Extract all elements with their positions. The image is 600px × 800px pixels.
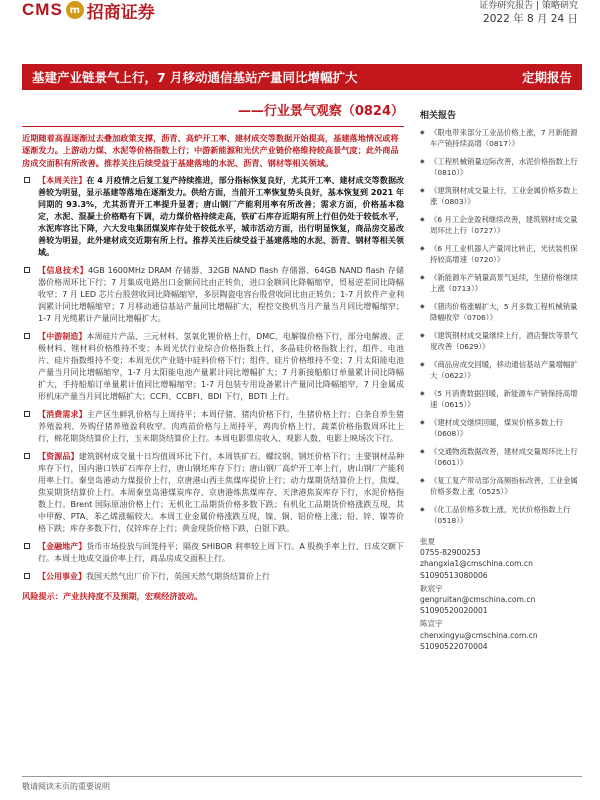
report-tag: 定期报告 <box>521 70 572 85</box>
related-report-item[interactable]: ◆ 《交通物流数据改善，建材成交量周环比上行（0601）》 <box>420 446 580 468</box>
analyst-name: 张夏 <box>420 537 436 546</box>
main-content <box>22 126 404 602</box>
square-bullet-icon <box>24 573 30 579</box>
title-band <box>22 64 582 90</box>
related-report-item[interactable]: ◆ 《建筑钢材成交量上行，工业金属价格多数上涨（0803）》 <box>420 185 580 207</box>
related-report-item[interactable]: ◆ 《新能源车产销量高景气延续，生猪价格继续上涨（0713）》 <box>420 272 580 294</box>
page-header <box>0 0 600 38</box>
logo-emblem-icon: m <box>66 1 84 19</box>
analyst-contacts <box>420 536 580 652</box>
square-bullet-icon <box>24 267 30 273</box>
section-label: 【信息技术】 <box>38 265 88 275</box>
related-report-item[interactable]: ◆ 《猪肉价格涨幅扩大，5 月多数工程机械销量降幅收窄（0706）》 <box>420 301 580 323</box>
analyst-cert: S1090522070004 <box>420 641 488 651</box>
related-report-item[interactable]: ◆ 《商品房成交回暖，移动通信基站产量增幅扩大（0622）》 <box>420 359 580 381</box>
square-bullet-icon <box>24 411 30 417</box>
square-bullet-icon <box>24 333 30 339</box>
section-label: 【本周关注】 <box>38 175 87 185</box>
company-logo <box>22 0 155 23</box>
related-report-item[interactable]: ◆ 《化工品价格多数上涨，光伏价格指数上行（0518）》 <box>420 504 580 526</box>
section-manufacturing <box>22 331 404 403</box>
analyst-name: 耿宸宇 <box>420 583 443 593</box>
analyst-name: 陈宣宇 <box>420 619 443 629</box>
section-resources <box>22 451 404 535</box>
related-report-item[interactable]: ◆ 《复工复产带动部分高频指标改善，工业金属价格多数上涨（0525）》 <box>420 475 580 497</box>
section-text: 4GB 1600MHz DRAM 存储器、32GB NAND flash 存储器、64GB NAND flash 存储器价格周环比下行；7 月集成电路出口金额同比由正转负，进口金额同比降幅缩窄，贸易逆差同比降幅收窄；7 月 LED 芯片台股营收同比降幅缩窄，多层陶瓷电容台股营收同比由正转负；1-7 月软件产业利润累计同比增幅缩窄；7 月移动通信基站产量同比增幅扩大，程控交换机当月产量当月同比增幅缩窄；1-7 月光缆累计产量同比增幅扩大。 <box>38 265 404 323</box>
section-text: 建筑钢材成交量十日均值周环比下行，本周铁矿石、螺纹钢、钢坯价格下行；主要钢材品种库存下行，国内港口铁矿石库存上行，唐山钢坯库存下行；唐山钢厂高炉开工率上行，唐山钢厂产能利用率上行。秦皇岛港动力煤报价上行，京唐港山西主焦煤库提价上行；动力煤期货结算价上行，焦煤、焦炭期货结算价上行。本周秦皇岛港煤炭库存、京唐港炼焦煤库存、天津港焦炭库存下行，水泥价格指数上行。Brent 国际原油价格上行；无机化工品期货价格多数下跌；有机化工品期货价格涨跌互现，其中甲醇、PTA、苯乙烯涨幅较大。本周工业金属价格涨跌互现，镍、铜、铝价格上涨；铅、锌、镍等价格下跌；库存多数下行，仅锌库存上行；黄金现货价格下跌，白银下跌。 <box>38 451 405 533</box>
square-bullet-icon <box>24 453 30 459</box>
section-label: 【公用事业】 <box>38 571 86 581</box>
section-label: 【中游制造】 <box>38 331 87 341</box>
logo-chinese: 招商证券 <box>86 2 155 23</box>
logo-english: CMS <box>22 0 63 19</box>
related-report-item[interactable]: ◆ 《工程机械销量边际改善，水泥价格指数上行（0810）》 <box>420 156 580 178</box>
page-footer: 敬请阅读末页的重要说明 <box>22 776 582 792</box>
square-bullet-icon <box>24 177 30 183</box>
analyst-cert: S1090513080006 <box>420 570 488 580</box>
section-label: 【资源品】 <box>38 451 79 461</box>
section-text: 我国天然气出厂价下行，英国天然气期货结算价上行 <box>86 571 270 581</box>
section-text: 主产区生鲜乳价格与上周持平；本周仔猪、猪肉价格下行，生猪价格上行；白条自养生猪养殖盈利、外购仔猪养殖盈利收窄。肉鸡苗价格与上周持平，鸡肉价格上行，蔬菜价格指数周环比上行，棉花期货结算价上行，玉米期货结算价上行。本周电影票房收入、观影人数、电影上映场次下行。 <box>38 409 405 443</box>
related-report-item[interactable]: ◆ 《5 月消费数据回暖，新能源车产销保持高增速（0615）》 <box>420 388 580 410</box>
analyst-email[interactable]: zhangxia1@cmschina.com.cn <box>420 559 533 569</box>
analyst-email[interactable]: chenxingyu@cmschina.com.cn <box>420 630 538 640</box>
analyst-email[interactable]: gengruitan@cmschina.com.cn <box>420 595 536 605</box>
section-label: 【消费需求】 <box>38 409 87 419</box>
report-type: 证券研究报告 | 策略研究 <box>479 1 578 11</box>
section-focus <box>22 175 404 259</box>
header-meta <box>479 0 578 26</box>
related-report-item[interactable]: ◆ 《建筑钢材成交量继续上行，酒店餐饮等景气度改善（0629）》 <box>420 330 580 352</box>
section-finance <box>22 541 404 565</box>
analyst-cert: S1090520020001 <box>420 606 488 616</box>
related-reports-heading: 相关报告 <box>420 111 457 121</box>
section-it <box>22 265 404 325</box>
square-bullet-icon <box>24 543 30 549</box>
report-title: 基建产业链景气上行，7 月移动通信基站产量同比增幅扩大 <box>32 70 358 85</box>
analyst-phone: 0755-82900253 <box>420 548 481 558</box>
summary-paragraph: 近期随着高温逐渐过去叠加政策支撑，沥青、高炉开工率、建材成交等数据开始提高，基建落地情况或将逐渐发力。上游动力煤、水泥等价格指数上行；中游新能源和光伏产业链价格维持较高景气度；此外商品房成交面积有所改善。推荐关注后续受益于基建落地的水泥、沥青、钢材等相关领域。 <box>22 126 404 169</box>
section-utilities <box>22 571 404 583</box>
sidebar <box>420 108 580 652</box>
section-label: 【金融地产】 <box>38 541 87 551</box>
risk-warning: 风险提示：产业扶持度不及预期，宏观经济波动。 <box>22 590 203 601</box>
report-subtitle: ——行业景气观察（0824） <box>237 104 404 119</box>
section-consumption <box>22 409 404 445</box>
related-report-item[interactable]: ◆ 《6 月工业机器人产量同比转正，光伏装机保持较高增速（0720）》 <box>420 243 580 265</box>
section-text: 本周硅片产品、三元材料、氢氧化锂价格上行，DMC、电解镍价格下行，部分电解液、正极材料、锂材料价格维持不变；本周光伏行业综合价格指数上行，多晶硅价格指数上行，组件、电池片、硅片指数维持不变；本周光伏产业链中硅料价格下行；组件、硅片价格维持不变；7 月太阳能电池产量当月同比增幅缩窄，1-7 月太阳能电池产量累计同比增幅扩大；7 月新接船舶订单量累计同比降幅扩大，手持船舶订单量累计值同比增幅缩窄；1-7 月包装专用设备累计产量同比降幅缩窄，7 月金属成形机床产量当月同比增幅扩大；CCFI、CCBFI、BDI 下行，BDTI 上行。 <box>38 331 404 401</box>
related-report-item[interactable]: ◆ 《限电带来部分工业品价格上涨，7 月新能源车产销持续高增（0817）》 <box>420 127 580 149</box>
report-date: 2022 年 8 月 24 日 <box>483 13 578 25</box>
related-report-item[interactable]: ◆ 《建材成交继续回暖，煤炭价格多数上行（0608）》 <box>420 417 580 439</box>
section-text: 货币市场投放与回笼持平；隔夜 SHIBOR 利率较上周下行。A 股换手率上行、日成交额下行。本周土地成交溢价率上行，商品房成交面积上行。 <box>38 541 404 563</box>
related-report-item[interactable]: ◆ 《6 月工企金盈利继续改善，建筑钢材成交量周环比上行（0727）》 <box>420 214 580 236</box>
section-text: 在 4 月疫情之后复工复产持续推进，部分指标恢复良好，尤其开工率、建材成交等数据改善较为明显，显示基建等落地在逐渐发力。供给方面，当前开工率恢复势头良好，基本恢复到 2021 年同期的 93.3%，尤其沥青开工率提升显著；唐山钢厂产能利用率有所改善；需求方面，价格基本稳定，水泥、混凝土价格略有下调，动力煤价格持续走高，铁矿石库存近期有所上行但仍处于较低水平，水泥库容比下降，六大发电集团煤炭库存处于较低水平，城市活动方面，出行明显恢复，商品房交易改善较为明显，此外建材成交近期有所上行。推荐关注后续受益于基建落地的水泥、沥青、钢材等相关领域。 <box>38 175 405 257</box>
